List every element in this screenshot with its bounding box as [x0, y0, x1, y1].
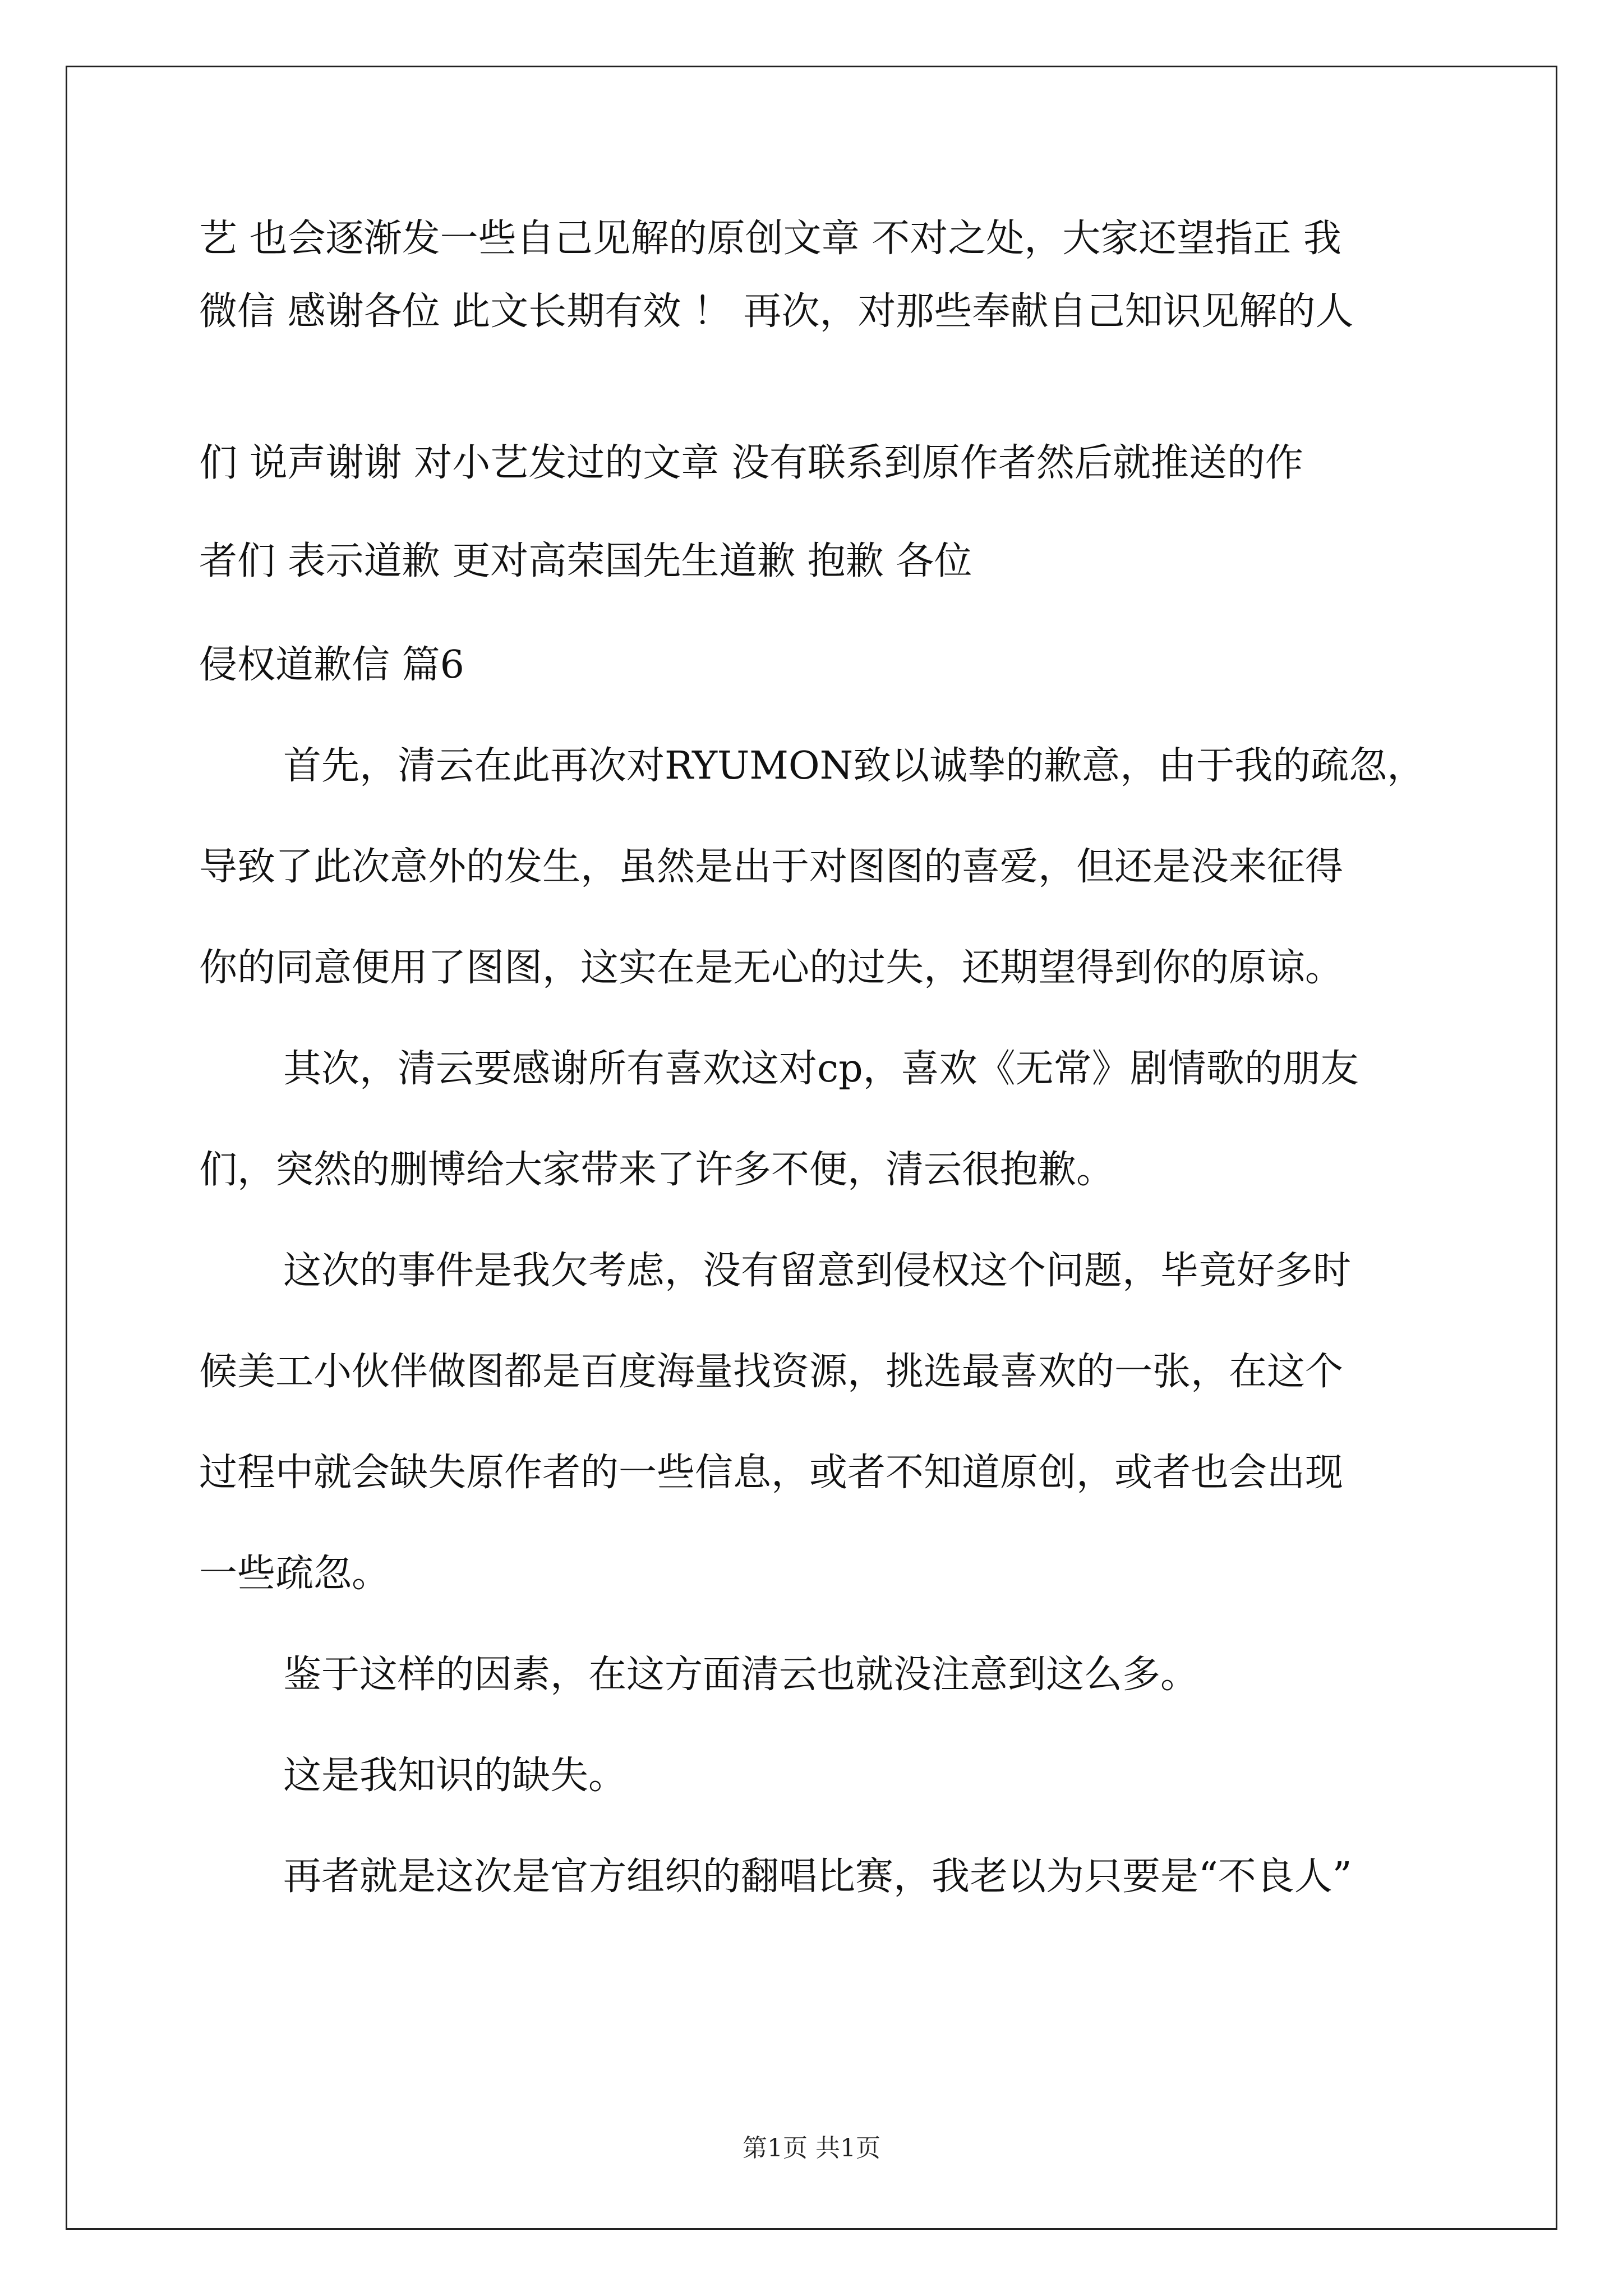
paragraph-start: 鉴于这样的因素，在这方面清云也就没注意到这么多。 — [283, 1655, 1199, 1695]
text-line: 们 说声谢谢 对小艺发过的文章 没有联系到原作者然后就推送的作 — [199, 443, 1303, 484]
paragraph-start: 其次，清云要感谢所有喜欢这对cp，喜欢《无常》剧情歌的朋友 — [283, 1049, 1359, 1089]
text-line: 们，突然的删博给大家带来了许多不便，清云很抱歉。 — [199, 1150, 1115, 1190]
text-line: 过程中就会缺失原作者的一些信息，或者不知道原创，或者也会出现 — [199, 1453, 1344, 1493]
text-line: 艺 也会逐渐发一些自己见解的原创文章 不对之处，大家还望指正 我 — [199, 219, 1341, 259]
text-line: 候美工小伙伴做图都是百度海量找资源，挑选最喜欢的一张，在这个 — [199, 1352, 1344, 1392]
text-line: 导致了此次意外的发生，虽然是出于对图图的喜爱，但还是没来征得 — [199, 847, 1344, 887]
page-border — [66, 66, 1557, 2230]
page-footer: 第1页 共1页 — [743, 2134, 880, 2162]
text-line: 一些疏忽。 — [199, 1554, 390, 1594]
paragraph-start: 这是我知识的缺失。 — [283, 1756, 627, 1796]
text-line: 你的同意便用了图图，这实在是无心的过失，还期望得到你的原谅。 — [199, 948, 1344, 988]
text-line: 者们 表示道歉 更对高荣国先生道歉 抱歉 各位 — [199, 541, 972, 582]
paragraph-start: 这次的事件是我欠考虑，没有留意到侵权这个问题，毕竟好多时 — [283, 1251, 1352, 1291]
paragraph-start: 首先，清云在此再次对RYUMON致以诚挚的歉意，由于我的疏忽， — [283, 746, 1426, 786]
section-heading: 侵权道歉信 篇6 — [199, 645, 464, 685]
paragraph-start: 再者就是这次是官方组织的翻唱比赛，我老以为只要是“不良人” — [283, 1857, 1352, 1897]
text-line: 微信 感谢各位 此文长期有效 ！ 再次，对那些奉献自己知识见解的人 — [199, 292, 1354, 332]
